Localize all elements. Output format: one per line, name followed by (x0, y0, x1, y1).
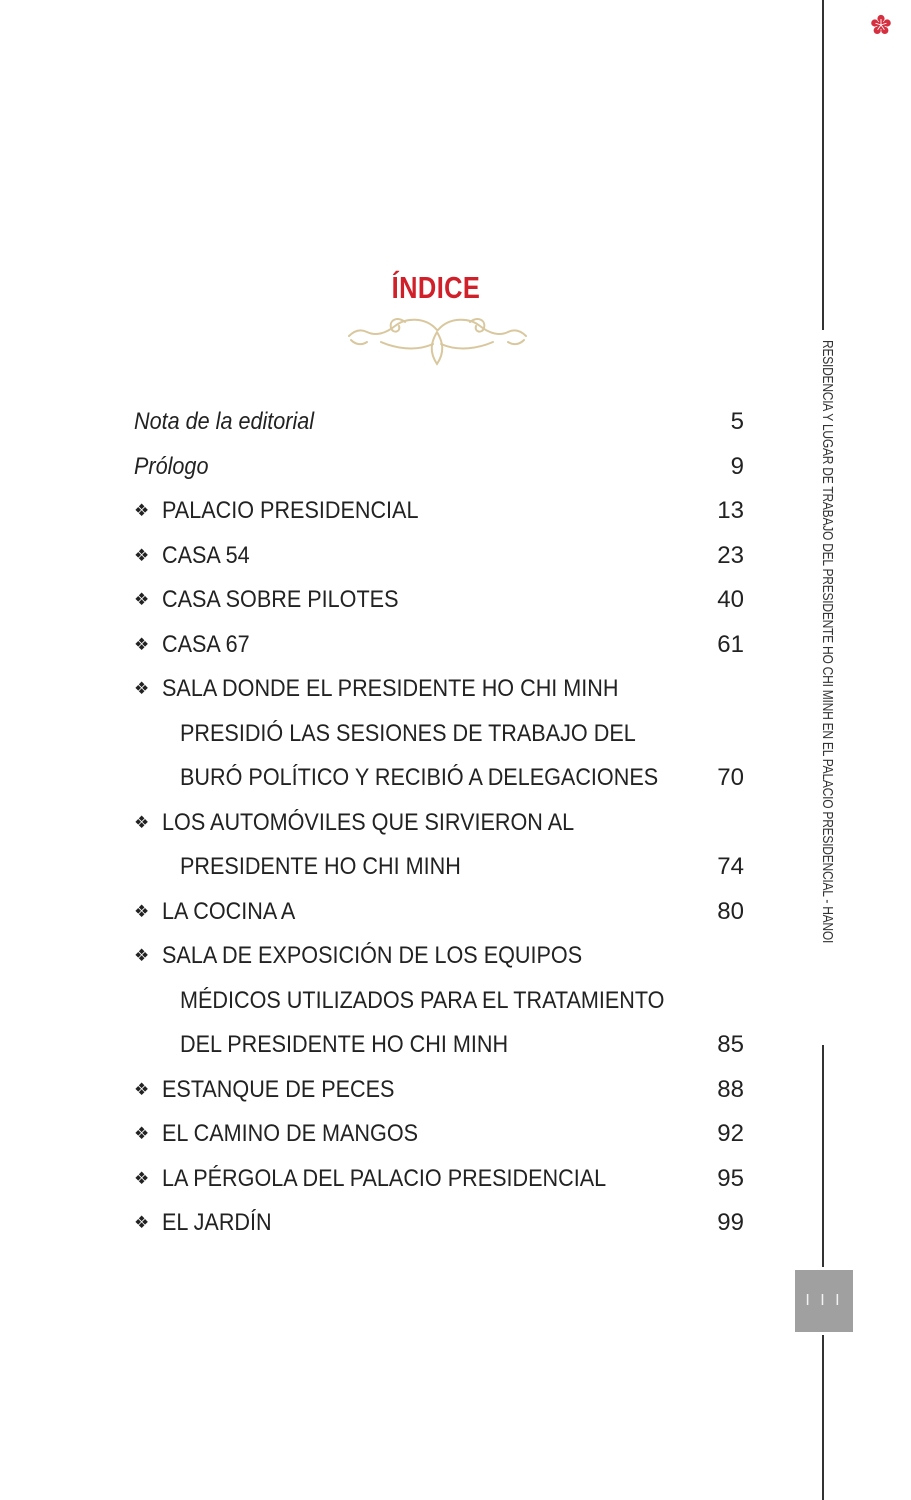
diamond-bullet-icon: ❖ (134, 590, 150, 609)
toc-entry[interactable] (134, 1157, 744, 1202)
toc-entry-page: 80 (717, 897, 744, 925)
toc-entry[interactable] (134, 534, 744, 579)
diamond-bullet-icon: ❖ (134, 812, 150, 832)
toc-entry-title: Nota de la editorial (134, 408, 315, 435)
toc-entry-title: PRESIDENTE HO CHI MINH (180, 853, 461, 880)
toc-entry-title: MÉDICOS UTILIZADOS PARA EL TRATAMIENTO (180, 986, 665, 1014)
toc-entry-title: CASA 67 (162, 630, 250, 658)
diamond-bullet-icon: ❖ (134, 679, 150, 698)
diamond-bullet-icon: ❖ (134, 1079, 150, 1099)
margin-rule-top (822, 0, 824, 330)
running-title-text: RESIDENCIA Y LUGAR DE TRABAJO DEL PRESIDENTE HO CHI MINH EN EL PALACIO PRESIDENCIAL - HANOI (819, 340, 835, 944)
toc-entry-page: 95 (717, 1164, 744, 1192)
toc-entry[interactable] (134, 445, 744, 490)
diamond-bullet-icon: ❖ (134, 634, 150, 654)
toc-entry-title: CASA 54 (162, 541, 250, 569)
margin-rule-bottom (822, 1335, 824, 1500)
toc-entry-page: 85 (717, 1031, 744, 1058)
toc-entry[interactable] (134, 712, 744, 757)
toc-entry-title: SALA DE EXPOSICIÓN DE LOS EQUIPOS (162, 942, 583, 969)
toc-entry-page: 61 (717, 630, 744, 658)
toc-entry-title: PALACIO PRESIDENCIAL (162, 497, 419, 524)
toc-entry[interactable] (134, 1023, 744, 1068)
diamond-bullet-icon: ❖ (134, 545, 150, 565)
toc-entry-title: EL CAMINO DE MANGOS (162, 1120, 419, 1147)
toc-entry[interactable] (134, 400, 744, 445)
toc-entry-page: 99 (717, 1209, 744, 1236)
page-number: I I I (805, 1292, 843, 1309)
toc-entry[interactable] (134, 801, 744, 846)
toc-entry[interactable] (134, 845, 744, 890)
page-title: ÍNDICE (391, 270, 481, 305)
toc-entry-title: PRESIDIÓ LAS SESIONES DE TRABAJO DEL (180, 719, 636, 747)
toc-entry[interactable] (134, 578, 744, 623)
diamond-bullet-icon: ❖ (134, 1124, 150, 1143)
toc-entry-page: 5 (730, 408, 744, 435)
toc-entry[interactable] (134, 667, 744, 712)
ornament-flourish-icon (345, 312, 530, 370)
diamond-bullet-icon: ❖ (134, 501, 150, 520)
toc-entry-page: 9 (730, 452, 744, 480)
toc-entry-title: DEL PRESIDENTE HO CHI MINH (180, 1031, 509, 1058)
toc-entry[interactable] (134, 1068, 744, 1113)
toc-entry[interactable] (134, 489, 744, 534)
diamond-bullet-icon: ❖ (134, 1213, 150, 1232)
toc-entry[interactable] (134, 623, 744, 668)
flower-logo-icon (870, 14, 892, 36)
toc-entry-title: BURÓ POLÍTICO Y RECIBIÓ A DELEGACIONES (180, 764, 659, 791)
toc-entry-title: LA COCINA A (162, 897, 296, 925)
toc-entry-title: ESTANQUE DE PECES (162, 1075, 395, 1103)
toc-entry-title: LOS AUTOMÓVILES QUE SIRVIERON AL (162, 808, 575, 836)
toc-entry-title: Prólogo (134, 452, 209, 480)
toc-entry[interactable] (134, 756, 744, 801)
toc-entry-title: CASA SOBRE PILOTES (162, 586, 399, 613)
toc-entry-page: 70 (717, 764, 744, 791)
toc-entry-page: 13 (717, 497, 744, 524)
diamond-bullet-icon: ❖ (134, 1168, 150, 1188)
toc-entry-title: LA PÉRGOLA DEL PALACIO PRESIDENCIAL (162, 1164, 607, 1192)
toc-entry-page: 40 (717, 586, 744, 613)
toc-entry[interactable] (134, 1112, 744, 1157)
toc-entry-page: 92 (717, 1120, 744, 1147)
diamond-bullet-icon: ❖ (134, 946, 150, 965)
page-number-box (795, 1270, 853, 1332)
toc-entry[interactable] (134, 934, 744, 979)
margin-rule-middle (822, 1045, 824, 1267)
toc-entry[interactable] (134, 890, 744, 935)
toc-entry-page: 23 (717, 541, 744, 569)
diamond-bullet-icon: ❖ (134, 901, 150, 921)
toc-entry-title: SALA DONDE EL PRESIDENTE HO CHI MINH (162, 675, 619, 702)
table-of-contents (134, 400, 744, 1246)
toc-entry[interactable] (134, 979, 744, 1024)
toc-entry-page: 88 (717, 1075, 744, 1103)
running-title-vertical (815, 340, 837, 1040)
toc-entry-page: 74 (717, 853, 744, 880)
toc-entry[interactable] (134, 1201, 744, 1246)
toc-entry-title: EL JARDÍN (162, 1209, 272, 1236)
